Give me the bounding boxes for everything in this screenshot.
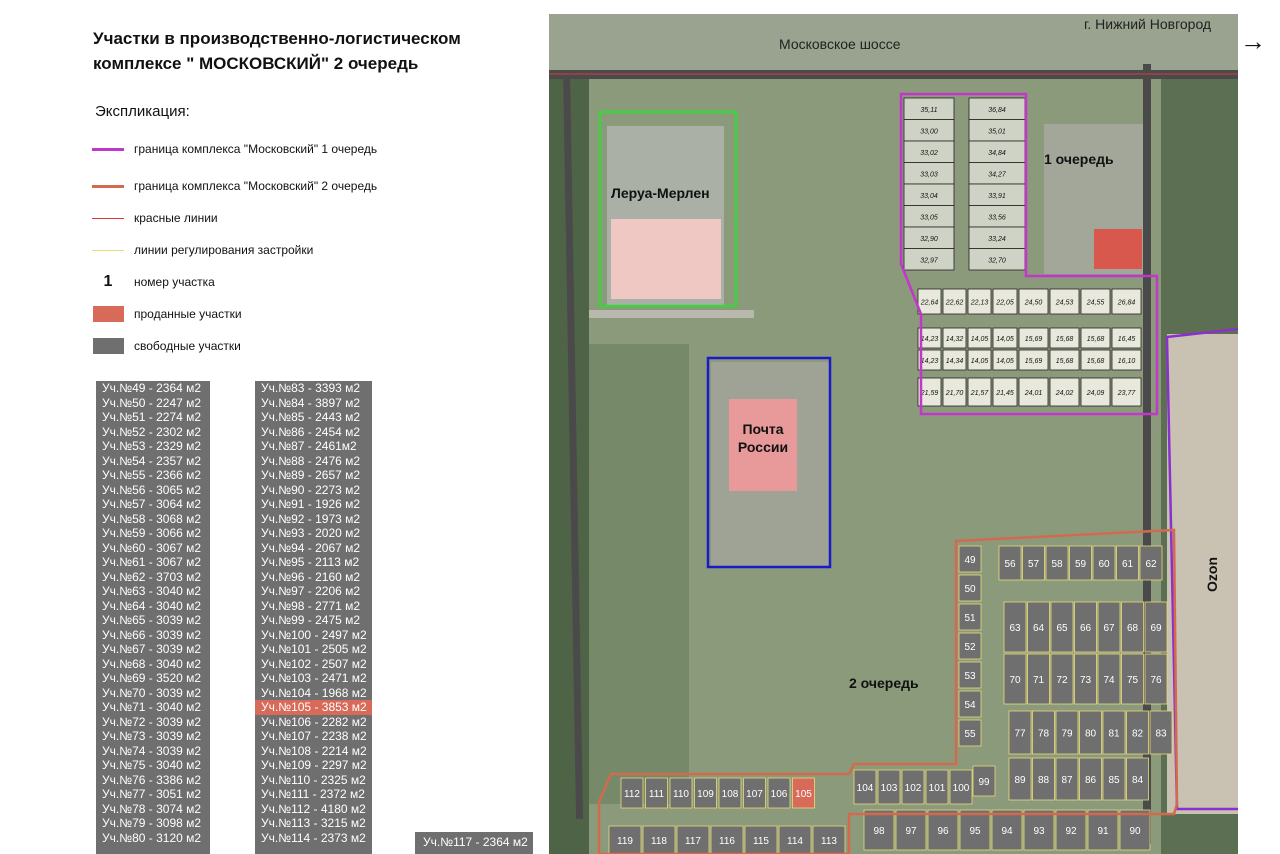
- phase2-plot-label: 112: [624, 789, 640, 800]
- plot-list-footer: Уч.№117 - 2364 м2: [415, 832, 533, 854]
- legend-item-5: [92, 273, 215, 291]
- phase1-plot-label: 33,02: [920, 149, 938, 157]
- phase1-plot-label: 32,70: [988, 257, 1006, 265]
- phase2-plot-label: 58: [1051, 559, 1063, 570]
- phase1-plot-label: 15,69: [1024, 358, 1043, 365]
- plot-list-row: Уч.№77 - 3051 м2: [102, 787, 202, 801]
- plot-list-row: Уч.№73 - 3039 м2: [102, 729, 202, 743]
- phase2-plot-label: 76: [1150, 675, 1162, 686]
- phase2-plot-label: 70: [1009, 675, 1021, 686]
- phase2-plot-label: 51: [964, 613, 976, 624]
- legend-item-1: [92, 140, 377, 158]
- phase1-plot-label: 14,05: [996, 358, 1014, 365]
- plot-list-row: Уч.№58 - 3068 м2: [102, 511, 202, 526]
- phase2-plot-label: 119: [617, 836, 633, 847]
- phase2-plot-label: 71: [1032, 675, 1045, 686]
- plot-list-row: Уч.№97 - 2206 м2: [261, 584, 361, 598]
- phase2-plot-label: 103: [880, 783, 898, 794]
- phase2-plot-label: 81: [1108, 728, 1120, 740]
- phase1-plot-label: 35,11: [920, 106, 938, 114]
- legend-symbol: [92, 185, 124, 188]
- plot-list-row: Уч.№70 - 3039 м2: [102, 685, 202, 700]
- phase1-plot-label: 15,68: [1055, 358, 1074, 365]
- phase1-plot-label: 14,05: [970, 336, 989, 343]
- plot-list-row: Уч.№49 - 2364 м2: [102, 381, 202, 395]
- legend-symbol: [92, 218, 124, 219]
- phase1-plot-label: 14,32: [945, 336, 964, 343]
- phase1-plot-label: 24,02: [1055, 390, 1074, 397]
- legend-symbol: [92, 250, 124, 251]
- phase1-plot-label: 14,34: [945, 358, 964, 365]
- plot-list-row: Уч.№60 - 3067 м2: [102, 540, 202, 555]
- legend-symbol: 1: [103, 273, 113, 290]
- phase2-plot-label: 61: [1121, 559, 1134, 570]
- phase1-plot-label: 26,84: [1117, 299, 1136, 307]
- plot-list-row: Уч.№85 - 2443 м2: [261, 410, 361, 424]
- plot-list-row: Уч.№66 - 3039 м2: [102, 627, 202, 642]
- plot-list-row: Уч.№98 - 2771 м2: [261, 598, 361, 613]
- plot-list-row: Уч.№67 - 3039 м2: [102, 642, 202, 656]
- plot-list-row: Уч.№74 - 3039 м2: [102, 743, 202, 758]
- phase2-plot-label: 89: [1014, 775, 1026, 786]
- phase1-plot-label: 32,97: [920, 257, 938, 265]
- phase1-plot-label: 14,05: [970, 358, 989, 365]
- phase2-plot-label: 93: [1033, 826, 1045, 837]
- phase1-plot-label: 33,00: [920, 128, 938, 136]
- phase1-plot-label: 21,70: [945, 390, 964, 397]
- phase1-plot-label: 22,05: [996, 299, 1014, 307]
- phase1-plot-label: 33,04: [920, 192, 938, 200]
- phase1-plot-label: 14,23: [920, 358, 939, 365]
- plot-list-row: Уч.№111 - 2372 м2: [261, 787, 365, 801]
- plot-list-row: Уч.№63 - 3040 м2: [102, 584, 202, 598]
- plot-list-row: Уч.№57 - 3064 м2: [102, 497, 202, 511]
- phase2-plot-label: 57: [1027, 559, 1040, 570]
- plot-list-row: Уч.№103 - 2471 м2: [261, 671, 367, 685]
- legend-item-2: [92, 177, 377, 195]
- plot-list-row: Уч.№75 - 3040 м2: [102, 758, 202, 772]
- plot-list-row: Уч.№69 - 3520 м2: [102, 671, 202, 685]
- plot-list-row: Уч.№54 - 2357 м2: [102, 453, 202, 468]
- plot-list-row: Уч.№104 - 1968 м2: [261, 685, 367, 700]
- plot-list-row: Уч.№83 - 3393 м2: [261, 381, 361, 395]
- phase2-plot-label: 110: [673, 789, 689, 800]
- phase1-plot-label: 24,50: [1024, 299, 1043, 307]
- plot-list-row: Уч.№52 - 2302 м2: [102, 424, 202, 439]
- phase2-plot-label: 101: [928, 783, 946, 794]
- phase2-plot-label: 115: [753, 836, 769, 847]
- phase2-plot-label: 111: [648, 789, 665, 800]
- phase1-plot-label: 34,84: [988, 149, 1006, 157]
- legend-label: проданные участки: [134, 307, 242, 321]
- phase2-plot-label: 117: [685, 836, 701, 847]
- plot-list-row: Уч.№50 - 2247 м2: [102, 395, 202, 410]
- leroy-roof: [611, 219, 721, 299]
- plot-list-row: Уч.№71 - 3040 м2: [102, 700, 202, 714]
- phase2-plot-label: 52: [964, 642, 976, 653]
- plot-list-2: [255, 381, 372, 854]
- phase1-plot-label: 15,69: [1024, 336, 1043, 343]
- phase2-plot-label: 82: [1131, 728, 1144, 740]
- phase2-plot-label: 95: [969, 826, 981, 837]
- plot-list-row: Уч.№79 - 3098 м2: [102, 816, 202, 830]
- phase1-plot-label: 33,24: [988, 235, 1006, 243]
- phase2-plot-label: 64: [1032, 623, 1045, 634]
- post-label-2: России: [737, 439, 789, 455]
- plot-list-row: Уч.№100 - 2497 м2: [261, 627, 367, 642]
- phase1-plot-label: 33,91: [988, 192, 1006, 200]
- plot-list-row: Уч.№78 - 3074 м2: [102, 801, 202, 816]
- phase2-plot-label: 67: [1103, 623, 1115, 634]
- phase1-plot-label: 15,68: [1086, 358, 1105, 365]
- plot-list-row: Уч.№90 - 2273 м2: [261, 482, 361, 497]
- plot-list-row: Уч.№109 - 2297 м2: [261, 758, 367, 772]
- site-map[interactable]: [549, 14, 1238, 854]
- phase2-plot-label: 84: [1131, 775, 1144, 786]
- phase2-plot-label: 109: [697, 789, 714, 800]
- phase2-plot-label: 107: [746, 789, 763, 800]
- plot-list-row: Уч.№102 - 2507 м2: [261, 656, 367, 671]
- phase1-plot-label: 24,53: [1055, 299, 1074, 307]
- legend-item-4: [92, 241, 313, 259]
- plot-list-row: Уч.№86 - 2454 м2: [261, 424, 361, 439]
- phase2-plot-label: 53: [964, 671, 976, 682]
- plot-list-row: Уч.№87 - 2461м2: [261, 439, 357, 453]
- phase1-plot-label: 21,57: [970, 390, 989, 397]
- phase2-plot-label: 98: [873, 826, 885, 837]
- phase2-plot-label: 99: [978, 777, 990, 788]
- phase2-plot-label: 88: [1037, 775, 1050, 786]
- title-line-2: комплексе " МОСКОВСКИЙ" 2 очередь: [93, 54, 419, 73]
- plot-list-1: [96, 381, 210, 854]
- legend-label: свободные участки: [134, 339, 241, 353]
- phase2-plot-label: 66: [1079, 623, 1092, 634]
- phase2-plot-label: 105: [795, 789, 812, 800]
- plot-list-row: Уч.№89 - 2657 м2: [261, 468, 361, 482]
- legend-item-3: [92, 209, 218, 227]
- phase1-plot-label: 14,23: [920, 336, 939, 343]
- phase1-plot-label: 21,59: [920, 390, 939, 397]
- plot-list-row: Уч.№51 - 2274 м2: [102, 410, 202, 424]
- phase2-plot-label: 69: [1150, 623, 1162, 634]
- phase2-plot-label: 63: [1009, 623, 1021, 634]
- phase2-plot-label: 78: [1037, 728, 1050, 740]
- ozon-label: Ozon: [1204, 557, 1220, 592]
- plot-list-row: Уч.№101 - 2505 м2: [261, 642, 367, 656]
- phase2-plot-label: 59: [1074, 559, 1087, 570]
- phase2-plot-label: 106: [770, 789, 788, 800]
- phase2-plot-label: 54: [964, 700, 976, 711]
- phase2-plot-label: 65: [1056, 623, 1068, 634]
- plot-list-row: Уч.№96 - 2160 м2: [261, 569, 361, 584]
- plot-list-row: Уч.№110 - 2325 м2: [261, 772, 366, 787]
- phase2-plot-label: 80: [1084, 728, 1097, 740]
- plot-list-row: Уч.№62 - 3703 м2: [102, 569, 202, 584]
- phase2-plot-label: 83: [1155, 728, 1167, 740]
- phase2-plot-label: 75: [1126, 675, 1139, 686]
- plot-list-row: Уч.№99 - 2475 м2: [261, 613, 361, 627]
- page-title: [93, 26, 461, 76]
- legend-label: номер участка: [134, 275, 215, 289]
- city-label: г. Нижний Новгород: [1084, 16, 1212, 32]
- phase2-plot-label: 60: [1098, 559, 1110, 570]
- legend-label: линии регулирования застройки: [134, 243, 314, 257]
- phase2-plot-label: 79: [1061, 728, 1073, 740]
- phase1-plot-label: 36,84: [988, 106, 1006, 114]
- phase2-plot-label: 86: [1084, 775, 1097, 786]
- phase1-plot-label: 24,09: [1086, 390, 1105, 397]
- plot-list-row: Уч.№53 - 2329 м2: [102, 439, 202, 453]
- plot-list-row: Уч.№92 - 1973 м2: [261, 511, 361, 526]
- phase2-plot-label: 108: [721, 789, 739, 800]
- plot-list-row: Уч.№105 - 3853 м2: [255, 700, 372, 715]
- phase2-plot-label: 96: [937, 826, 949, 837]
- legend-label: красные линии: [134, 211, 218, 225]
- phase2-plot-label: 74: [1103, 675, 1115, 686]
- plot-list-row: Уч.№80 - 3120 м2: [102, 830, 202, 845]
- phase1-plot-label: 32,90: [920, 235, 938, 243]
- phase1-plot-label: 15,68: [1055, 336, 1074, 343]
- plot-list-row: Уч.№59 - 3066 м2: [102, 526, 202, 540]
- legend-symbol: [92, 338, 124, 354]
- phase2-plot-label: 62: [1145, 559, 1157, 570]
- phase2-plot-label: 50: [964, 584, 976, 595]
- phase1-plot-label: 21,45: [996, 390, 1014, 397]
- phase2-plot-label: 77: [1014, 728, 1026, 740]
- phase2-plot-label: 72: [1056, 675, 1068, 686]
- phase2-plot-label: 113: [821, 836, 837, 847]
- leroy-label: Леруа-Мерлен: [611, 185, 710, 201]
- plot-list-row: Уч.№68 - 3040 м2: [102, 656, 202, 671]
- legend-symbol: [92, 148, 124, 151]
- phase2-plot-label: 91: [1097, 826, 1109, 837]
- plot-list-row: Уч.№107 - 2238 м2: [261, 729, 367, 743]
- plot-list-row: Уч.№112 - 4180 м2: [261, 801, 366, 816]
- phase2-plot-label: 73: [1079, 675, 1092, 686]
- roof-red: [1094, 229, 1142, 269]
- plot-list-row: Уч.№61 - 3067 м2: [102, 555, 202, 569]
- phase2-plot-label: 55: [964, 729, 976, 740]
- phase1-plot-label: 15,68: [1086, 336, 1105, 343]
- phase1-label: 1 очередь: [1044, 151, 1114, 167]
- phase1-plot-label: 33,03: [920, 171, 938, 179]
- phase1-plot-label: 16,45: [1117, 336, 1136, 343]
- plot-list-row: Уч.№72 - 3039 м2: [102, 714, 202, 729]
- phase2-plot-label: 68: [1126, 623, 1139, 634]
- plot-list-row: Уч.№76 - 3386 м2: [102, 772, 202, 787]
- post-label-1: Почта: [742, 421, 784, 437]
- phase2-plot-label: 100: [952, 783, 970, 794]
- plot-list-row: Уч.№94 - 2067 м2: [261, 540, 361, 555]
- phase1-plot-label: 35,01: [988, 128, 1006, 136]
- plot-list-row: Уч.№88 - 2476 м2: [261, 453, 361, 468]
- phase1-plot-label: 34,27: [988, 171, 1006, 179]
- phase2-plot-label: 114: [787, 836, 803, 847]
- plot-list-row: Уч.№106 - 2282 м2: [261, 714, 367, 729]
- phase1-plot-label: 24,01: [1024, 390, 1043, 397]
- plot-list-row: Уч.№113 - 3215 м2: [261, 816, 366, 830]
- legend-heading: Экспликация:: [95, 103, 190, 120]
- phase1-plot-label: 22,62: [945, 299, 964, 307]
- plot-list-row: Уч.№91 - 1926 м2: [261, 497, 361, 511]
- legend-item-7: [92, 337, 241, 355]
- phase2-plot-label: 116: [719, 836, 735, 847]
- plot-list-row: Уч.№65 - 3039 м2: [102, 613, 202, 627]
- plot-list-row: Уч.№55 - 2366 м2: [102, 468, 202, 482]
- phase1-plot-label: 23,77: [1117, 390, 1136, 397]
- plot-list-row: Уч.№108 - 2214 м2: [261, 743, 367, 758]
- phase2-plot-label: 85: [1108, 775, 1120, 786]
- phase2-plot-label: 92: [1065, 826, 1077, 837]
- phase2-plot-label: 94: [1001, 826, 1013, 837]
- phase2-plot-label: 97: [905, 826, 917, 837]
- road-label: Московское шоссе: [779, 36, 901, 52]
- phase1-plot-label: 16,10: [1117, 358, 1136, 365]
- phase1-plot-label: 22,64: [920, 299, 939, 307]
- phase2-plot-label: 102: [904, 783, 922, 794]
- plot-list-row: Уч.№95 - 2113 м2: [261, 555, 360, 569]
- phase1-plot-label: 33,05: [920, 214, 938, 222]
- phase1-plot-label: 33,56: [988, 214, 1006, 222]
- plot-list-row: Уч.№93 - 2020 м2: [261, 526, 361, 540]
- phase2-plot-label: 104: [856, 783, 874, 794]
- phase1-plot-label: 22,13: [970, 299, 989, 307]
- legend-label: граница комплекса "Московский" 2 очередь: [134, 179, 378, 193]
- plot-list-row: Уч.№64 - 3040 м2: [102, 598, 202, 613]
- phase2-plot-label: 90: [1129, 826, 1141, 837]
- ozon-site: [1167, 334, 1238, 814]
- legend-label: граница комплекса "Московский" 1 очередь: [134, 142, 378, 156]
- field-west: [589, 344, 689, 804]
- phase2-plot-label: 56: [1004, 559, 1016, 570]
- phase2-plot-label: 49: [964, 555, 976, 566]
- title-line-1: Участки в производственно-логистическом: [93, 29, 461, 48]
- phase2-plot-label: 118: [651, 836, 667, 847]
- plot-list-row: Уч.№114 - 2373 м2: [261, 830, 366, 845]
- phase2-label: 2 очередь: [849, 675, 919, 691]
- legend-item-6: [92, 305, 242, 323]
- road-access: [589, 310, 754, 318]
- phase2-plot-label: 87: [1061, 775, 1073, 786]
- plot-list-row: Уч.№56 - 3065 м2: [102, 482, 202, 497]
- phase1-plot-label: 24,55: [1086, 299, 1105, 307]
- legend-symbol: [92, 306, 124, 322]
- arrow-right-icon: →: [1240, 26, 1266, 56]
- plot-list-row: Уч.№84 - 3897 м2: [261, 395, 361, 410]
- phase1-plot-label: 14,05: [996, 336, 1014, 343]
